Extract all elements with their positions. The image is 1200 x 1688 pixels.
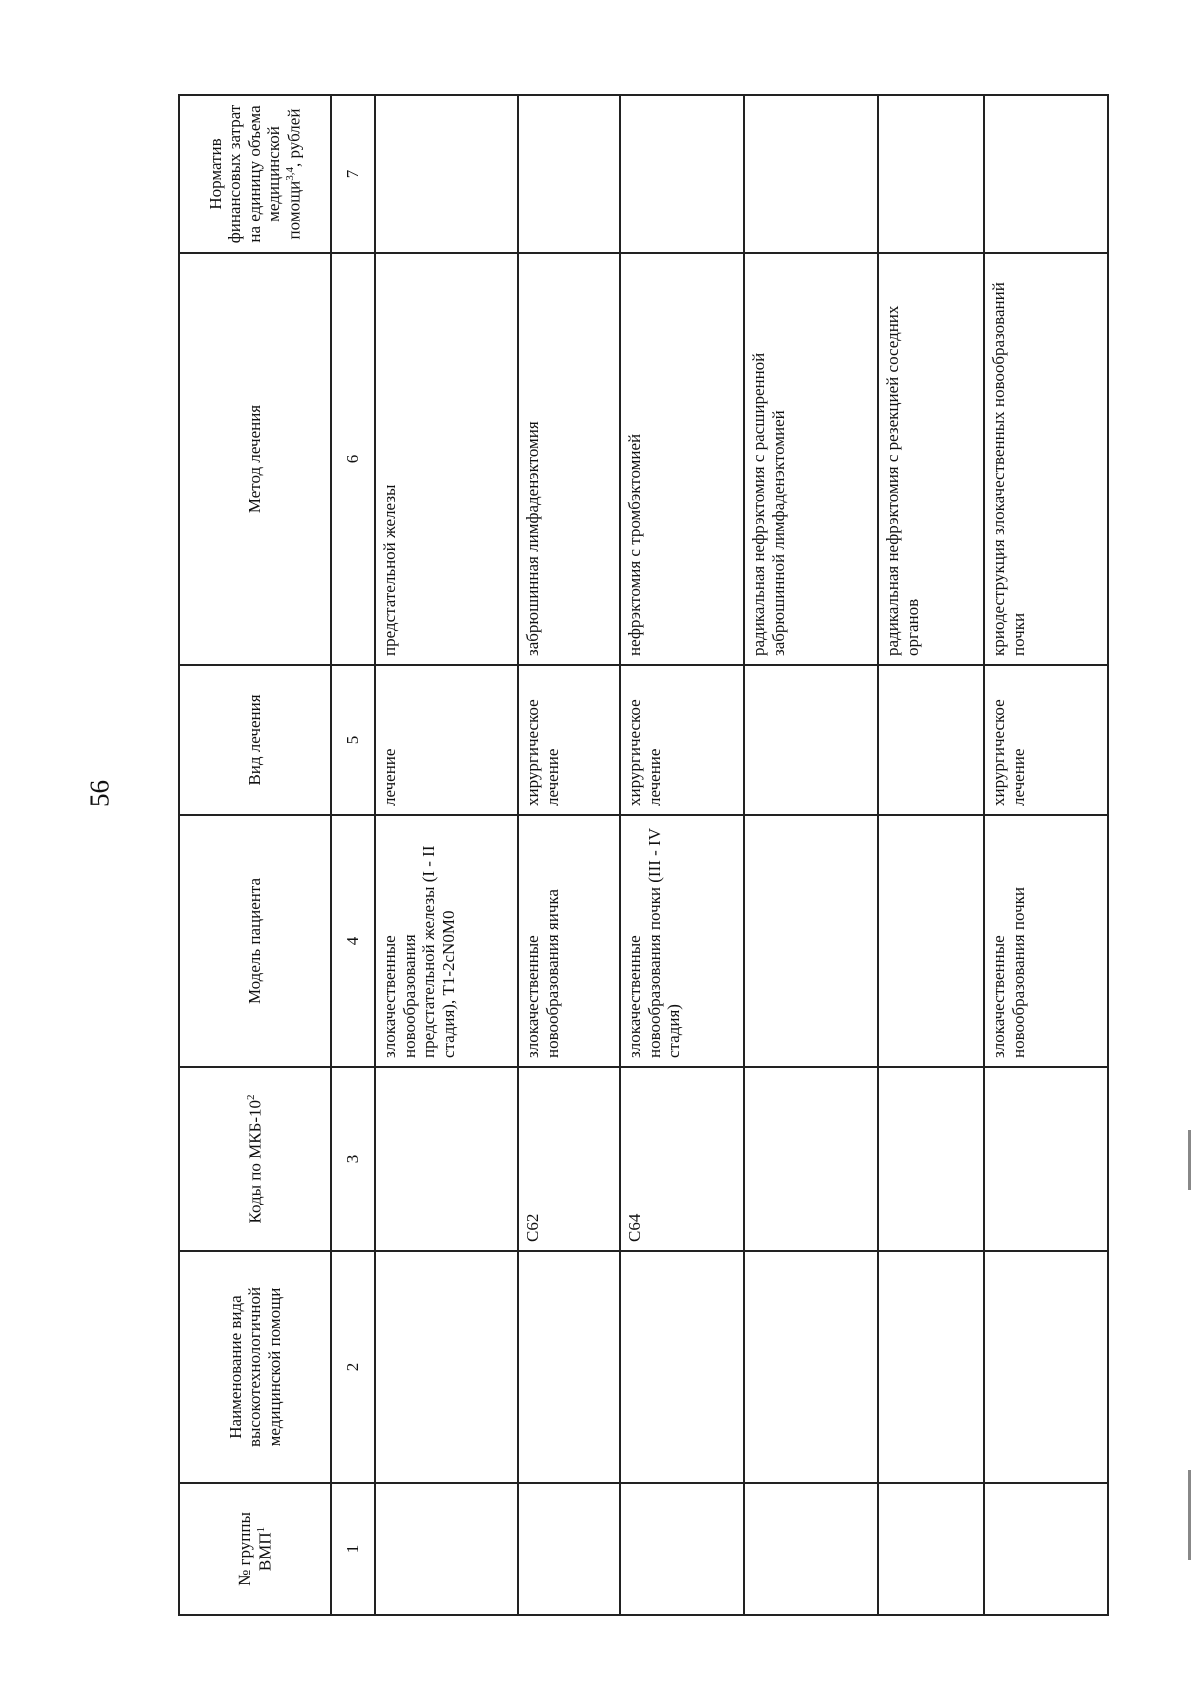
rotated-table-container xyxy=(178,96,1200,1616)
cell-name xyxy=(984,1251,1108,1483)
table-row xyxy=(744,95,878,1615)
cell-model: злокачественные новообразования яичка xyxy=(518,815,620,1067)
cell-group xyxy=(878,1483,984,1615)
cell-norm xyxy=(878,95,984,253)
cell-group xyxy=(984,1483,1108,1615)
cell-norm xyxy=(620,95,744,253)
column-number: 5 xyxy=(331,665,375,815)
cell-group xyxy=(518,1483,620,1615)
cell-name xyxy=(878,1251,984,1483)
table-row xyxy=(878,95,984,1615)
cell-kind: хирургическое лечение xyxy=(984,665,1108,815)
header-group-number: № группы ВМП$^1$ xyxy=(179,1483,331,1615)
scan-edge-mark xyxy=(1188,1470,1191,1560)
column-number-row xyxy=(331,95,375,1615)
cell-method: забрюшинная лимфаденэктомия xyxy=(518,253,620,665)
cell-norm xyxy=(518,95,620,253)
cell-kind: лечение xyxy=(375,665,518,815)
cell-method: радикальная нефрэктомия с расширенной забрюшинной лимфаденэктомией xyxy=(744,253,878,665)
cell-name xyxy=(375,1251,518,1483)
table-row xyxy=(518,95,620,1615)
column-number: 6 xyxy=(331,253,375,665)
cell-norm xyxy=(984,95,1108,253)
cell-codes xyxy=(375,1067,518,1251)
cell-codes: C62 xyxy=(518,1067,620,1251)
cell-method: криодеструкция злокачественных новообразований почки xyxy=(984,253,1108,665)
cell-group xyxy=(375,1483,518,1615)
cell-kind xyxy=(878,665,984,815)
table-row xyxy=(984,95,1108,1615)
header-icd-codes: Коды по МКБ-$10^2$ xyxy=(179,1067,331,1251)
cell-model: злокачественные новообразования почки xyxy=(984,815,1108,1067)
cell-group xyxy=(744,1483,878,1615)
header-treatment-method: Метод лечения xyxy=(179,253,331,665)
scan-edge-mark xyxy=(1188,1130,1191,1190)
cell-name xyxy=(620,1251,744,1483)
cell-name xyxy=(518,1251,620,1483)
page-number: 56 xyxy=(84,780,115,807)
cell-model: злокачественные новообразования предстательной железы (I - II стадия), T1-2cN0M0 xyxy=(375,815,518,1067)
cell-model xyxy=(744,815,878,1067)
cell-kind: хирургическое лечение xyxy=(620,665,744,815)
cell-method: нефрэктомия с тромбэктомией xyxy=(620,253,744,665)
cell-kind xyxy=(744,665,878,815)
cell-norm xyxy=(744,95,878,253)
cell-kind: хирургическое лечение xyxy=(518,665,620,815)
column-number: 1 xyxy=(331,1483,375,1615)
cell-model xyxy=(878,815,984,1067)
header-cost-norm: Норматив финансовых затрат на единицу объема медицинской помощи$^{3,4}$, рублей xyxy=(179,95,331,253)
cell-model: злокачественные новообразования почки (III - IV стадия) xyxy=(620,815,744,1067)
cell-codes xyxy=(984,1067,1108,1251)
table-row xyxy=(375,95,518,1615)
column-number: 7 xyxy=(331,95,375,253)
header-treatment-kind: Вид лечения xyxy=(179,665,331,815)
cell-norm xyxy=(375,95,518,253)
cell-method: радикальная нефрэктомия с резекцией соседних органов xyxy=(878,253,984,665)
cell-codes xyxy=(744,1067,878,1251)
header-vmp-name: Наименование вида высокотехнологичной медицинской помощи xyxy=(179,1251,331,1483)
table-row xyxy=(620,95,744,1615)
header-patient-model: Модель пациента xyxy=(179,815,331,1067)
column-number: 3 xyxy=(331,1067,375,1251)
vmp-table xyxy=(178,94,1109,1616)
cell-name xyxy=(744,1251,878,1483)
column-number: 4 xyxy=(331,815,375,1067)
header-row xyxy=(179,95,331,1615)
cell-codes xyxy=(878,1067,984,1251)
cell-codes: C64 xyxy=(620,1067,744,1251)
cell-group xyxy=(620,1483,744,1615)
cell-method: предстательной железы xyxy=(375,253,518,665)
column-number: 2 xyxy=(331,1251,375,1483)
